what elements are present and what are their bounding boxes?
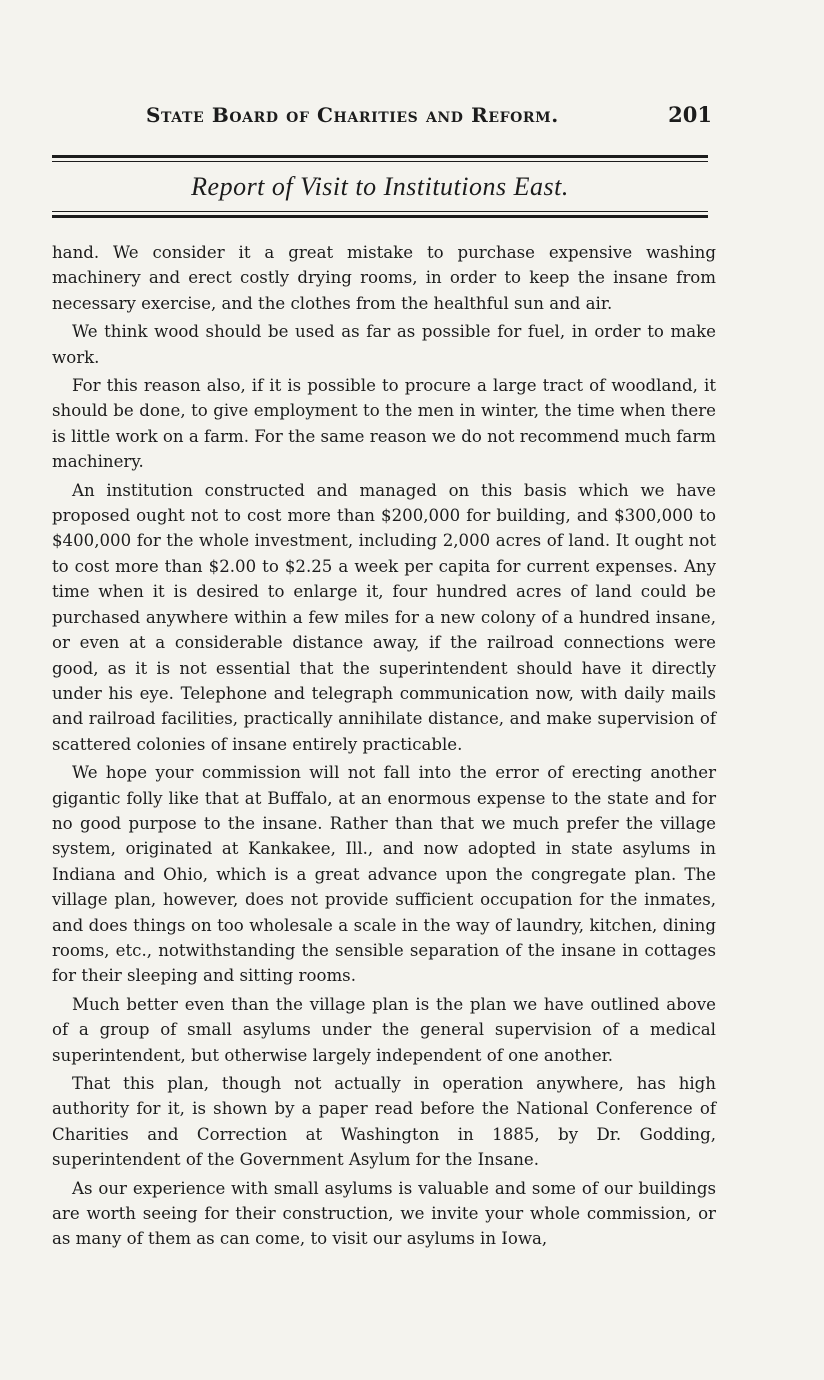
paragraph-buffalo: We hope your commission will not fall into the error of erecting another gigantic folly like that at Buffalo, at an enormous expense to the state and for no good purpose to the insane. Rather than that we much prefer the village system, originated at Kankakee, Ill., and now adopted in state asylums in Indiana and Ohio, which is a great advance upon the congregate plan. The village plan, however, does not provide sufficient occupation for the inmates, and does things on too wholesale a scale in the way of laundry, kitchen, dining rooms, etc., notwithstanding the sensible separation of the insane in cottages for their sleeping and sitting rooms. [52, 763, 716, 986]
top-rule-thin [52, 161, 708, 162]
paragraph-cost: An institution constructed and managed on this basis which we have proposed ought not to cost more than $200,000 for building, and $300,000 to $400,000 for the whole investment, including 2,000 acres of land. It ought not to cost more than $2.00 to $2.25 a week per capita for current expenses. Any time when it is desired to enlarge it, four hundred acres of land could be purchased anywhere within a few miles for a new colony of a hundred insane, or even at a considerable distance away, if the railroad connections were good, as it is not essential that the superintendent should have it directly under his eye. Telephone and telegraph communication now, with daily mails and railroad facilities, practically annihilate distance, and make supervision of scattered colonies of insane entirely practicable. [52, 480, 716, 754]
bottom-rule-thin [52, 211, 708, 212]
paragraph-woodland: For this reason also, if it is possible to procure a large tract of woodland, it should be done, to give employment to the men in winter, the time when there is little work on a farm. For the same reason we do not recommend much farm machinery. [52, 376, 716, 472]
running-title: State Board of Charities and Reform. [146, 103, 559, 127]
page-number: 201 [668, 102, 712, 127]
body-text [52, 240, 716, 1255]
paragraph-continuation: hand. We consider it a great mistake to purchase expensive washing machinery and erect costly drying rooms, in order to keep the insane from necessary exercise, and the clothes from the healthful sun and air. [52, 243, 716, 313]
running-head [146, 100, 712, 130]
top-rule-thick [52, 155, 708, 158]
paragraph-authority: That this plan, though not actually in operation anywhere, has high authority for it, is shown by a paper read before the National Conference of Charities and Correction at Washington in 1885, by Dr. Godding, superintendent of the Government Asylum for the Insane. [52, 1074, 716, 1170]
paragraph-small-asylums: Much better even than the village plan is the plan we have outlined above of a group of small asylums under the general supervision of a medical superintendent, but otherwise largely independent of one another. [52, 994, 716, 1065]
section-title: Report of Visit to Institutions East. [191, 172, 569, 201]
paragraph-fuel: We think wood should be used as far as possible for fuel, in order to make work. [52, 322, 716, 367]
bottom-rule-thick [52, 215, 708, 218]
paragraph-invitation: As our experience with small asylums is valuable and some of our buildings are worth seeing for their construction, we invite your whole commission, or as many of them as can come, to visit our asylums in Iowa, [52, 1178, 716, 1249]
